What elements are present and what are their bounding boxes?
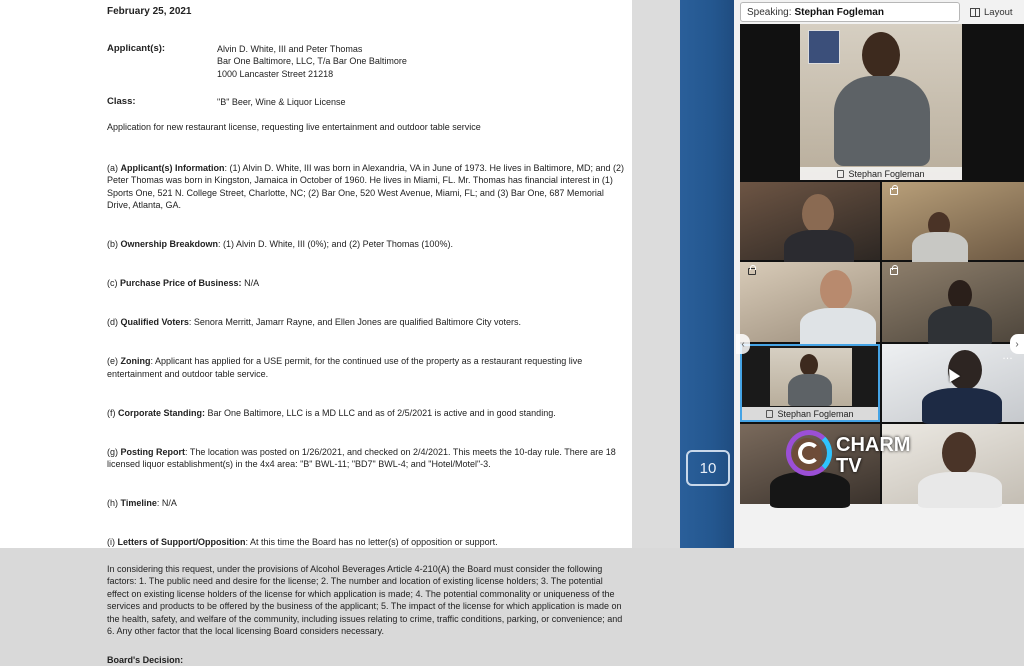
section-e-title: Zoning: [121, 356, 151, 366]
section-e-text: : Applicant has applied for a USE permit, for the continued use of the property as a restaurant requesting live entertainment and outdoor table service.: [107, 356, 582, 379]
section-e: [107, 343, 625, 381]
applicant-label: Applicant(s):: [107, 43, 217, 81]
section-h-label: (h): [107, 498, 121, 508]
more-options-icon[interactable]: …: [1002, 350, 1013, 362]
participant-body: [788, 374, 832, 406]
speaking-indicator: [740, 2, 960, 22]
picture-frame-inset: [808, 30, 840, 64]
class-label: Class:: [107, 96, 217, 109]
lock-icon: [890, 188, 898, 195]
section-f: [107, 394, 625, 419]
section-d-title: Qualified Voters: [121, 317, 189, 327]
document-content: [107, 6, 625, 666]
section-c-label: (c): [107, 278, 120, 288]
section-i: [107, 524, 625, 549]
video-tile-main-speaker[interactable]: [800, 24, 962, 180]
slide-number-badge: 10: [686, 450, 730, 486]
main-tile-name: Stephan Fogleman: [848, 169, 924, 179]
section-i-title: Letters of Support/Opposition: [118, 537, 246, 547]
video-tile-active-speaker[interactable]: [740, 344, 880, 422]
participant-head: [820, 270, 852, 310]
lock-icon: [890, 268, 898, 275]
section-b-text: : (1) Alvin D. White, III (0%); and (2) Peter Thomas (100%).: [218, 239, 453, 249]
active-tile-video: [770, 348, 852, 406]
video-tile-participant-2[interactable]: [740, 182, 880, 260]
section-g: [107, 433, 625, 471]
participant-body: [834, 76, 930, 166]
section-i-label: (i): [107, 537, 118, 547]
participant-head: [802, 194, 834, 234]
layout-icon: [970, 8, 980, 17]
participant-body: [922, 388, 1002, 424]
applicant-value: Alvin D. White, III and Peter Thomas Bar One Baltimore, LLC, T/a Bar One Baltimore 1000 Lancaster Street 21218: [217, 43, 625, 81]
section-h-text: : N/A: [157, 498, 177, 508]
board-decision-label: Board's Decision:: [107, 654, 625, 666]
logo-text-line2: TV: [836, 455, 862, 478]
section-a-text: : (1) Alvin D. White, III was born in Alexandria, VA in June of 1973. He lives in Baltimore, MD; and (2) Peter Thomas was born in Kingston, Jamaica in October of 1960. He lives in Miami, FL. Mr. Thomas has financial interest in (1) Sports One, 521 N. College Street, Charlotte, NC; (2) Bar One, 520 West Avenue, Miami, FL; and (3) Bar One, 687 Memorial Drive, Atlanta, GA.: [107, 163, 624, 211]
section-a-label: (a): [107, 163, 121, 173]
section-b-label: (b): [107, 239, 121, 249]
section-h-title: Timeline: [121, 498, 157, 508]
device-icon: [837, 170, 844, 178]
logo-text-line1: CHARM: [836, 434, 910, 457]
section-g-label: (g): [107, 447, 121, 457]
lock-icon: [748, 268, 756, 275]
section-b-title: Ownership Breakdown: [121, 239, 219, 249]
section-e-label: (e): [107, 356, 121, 366]
charm-tv-logo: [786, 430, 946, 480]
participant-head: [942, 432, 976, 474]
active-tile-nameplate: [742, 407, 878, 420]
section-d: [107, 304, 625, 329]
section-d-label: (d): [107, 317, 121, 327]
video-tile-participant-4[interactable]: [740, 262, 880, 342]
participant-body: [800, 308, 876, 348]
class-row: [107, 96, 625, 109]
participant-body: [912, 232, 968, 266]
document-date: February 25, 2021: [107, 6, 625, 19]
active-tile-name: Stephan Fogleman: [777, 409, 853, 419]
section-d-text: : Senora Merritt, Jamarr Rayne, and Ellen Jones are qualified Baltimore City voters.: [189, 317, 521, 327]
section-g-title: Posting Report: [121, 447, 186, 457]
section-a: [107, 149, 625, 212]
participant-body: [928, 306, 992, 346]
participant-head: [800, 354, 818, 376]
section-f-label: (f): [107, 408, 118, 418]
section-f-text: Bar One Baltimore, LLC is a MD LLC and as of 2/5/2021 is active and in good standing.: [205, 408, 556, 418]
logo-inner-ring-icon: [798, 442, 820, 464]
section-c: [107, 265, 625, 290]
section-i-text: : At this time the Board has no letter(s) of opposition or support.: [246, 537, 498, 547]
grid-previous-button[interactable]: ‹: [736, 334, 750, 354]
section-c-title: Purchase Price of Business:: [120, 278, 242, 288]
section-b: [107, 226, 625, 251]
main-tile-nameplate: [800, 167, 962, 180]
speaking-name: Stephan Fogleman: [794, 7, 883, 18]
section-f-title: Corporate Standing:: [118, 408, 205, 418]
layout-label: Layout: [984, 7, 1013, 18]
section-g-text: : The location was posted on 1/26/2021, and checked on 2/4/2021. This meets the 10-day rule. There are 18 licensed liquor establishment(s) in the 4x4 area: "B" BWL-11; "BD7" BWL-4; and "Hotel/Motel"-3.: [107, 447, 616, 470]
grid-next-button[interactable]: ›: [1010, 334, 1024, 354]
section-h: [107, 485, 625, 510]
video-tile-participant-3[interactable]: [882, 182, 1024, 260]
video-tile-participant-5[interactable]: [882, 262, 1024, 342]
layout-button[interactable]: [970, 4, 1022, 20]
class-value: "B" Beer, Wine & Liquor License: [217, 96, 625, 109]
considering-paragraph: In considering this request, under the provisions of Alcohol Beverages Article 4-210(A) the Board must consider the following factors: 1. The public need and desire for the license; 2. The number and location of existing license holders; 3. The potential effect on existing license holders of the license for which application is made; 4. The potential commonality or uniqueness of the services and products to be offered by the business of the applicant; 5. The impact of the license for which application is made on the health, safety, and welfare of the community, including issues relating to crime, traffic conditions, parking, or convenience; and 6. Any other factor that the local licensing Board considers necessary.: [107, 563, 625, 638]
applicant-row: [107, 43, 625, 81]
device-icon: [766, 410, 773, 418]
application-text: Application for new restaurant license, requesting live entertainment and outdoor table service: [107, 121, 625, 134]
section-c-text: N/A: [242, 278, 260, 288]
participant-head: [862, 32, 900, 78]
section-a-title: Applicant(s) Information: [121, 163, 225, 173]
speaking-label: Speaking:: [747, 7, 791, 18]
